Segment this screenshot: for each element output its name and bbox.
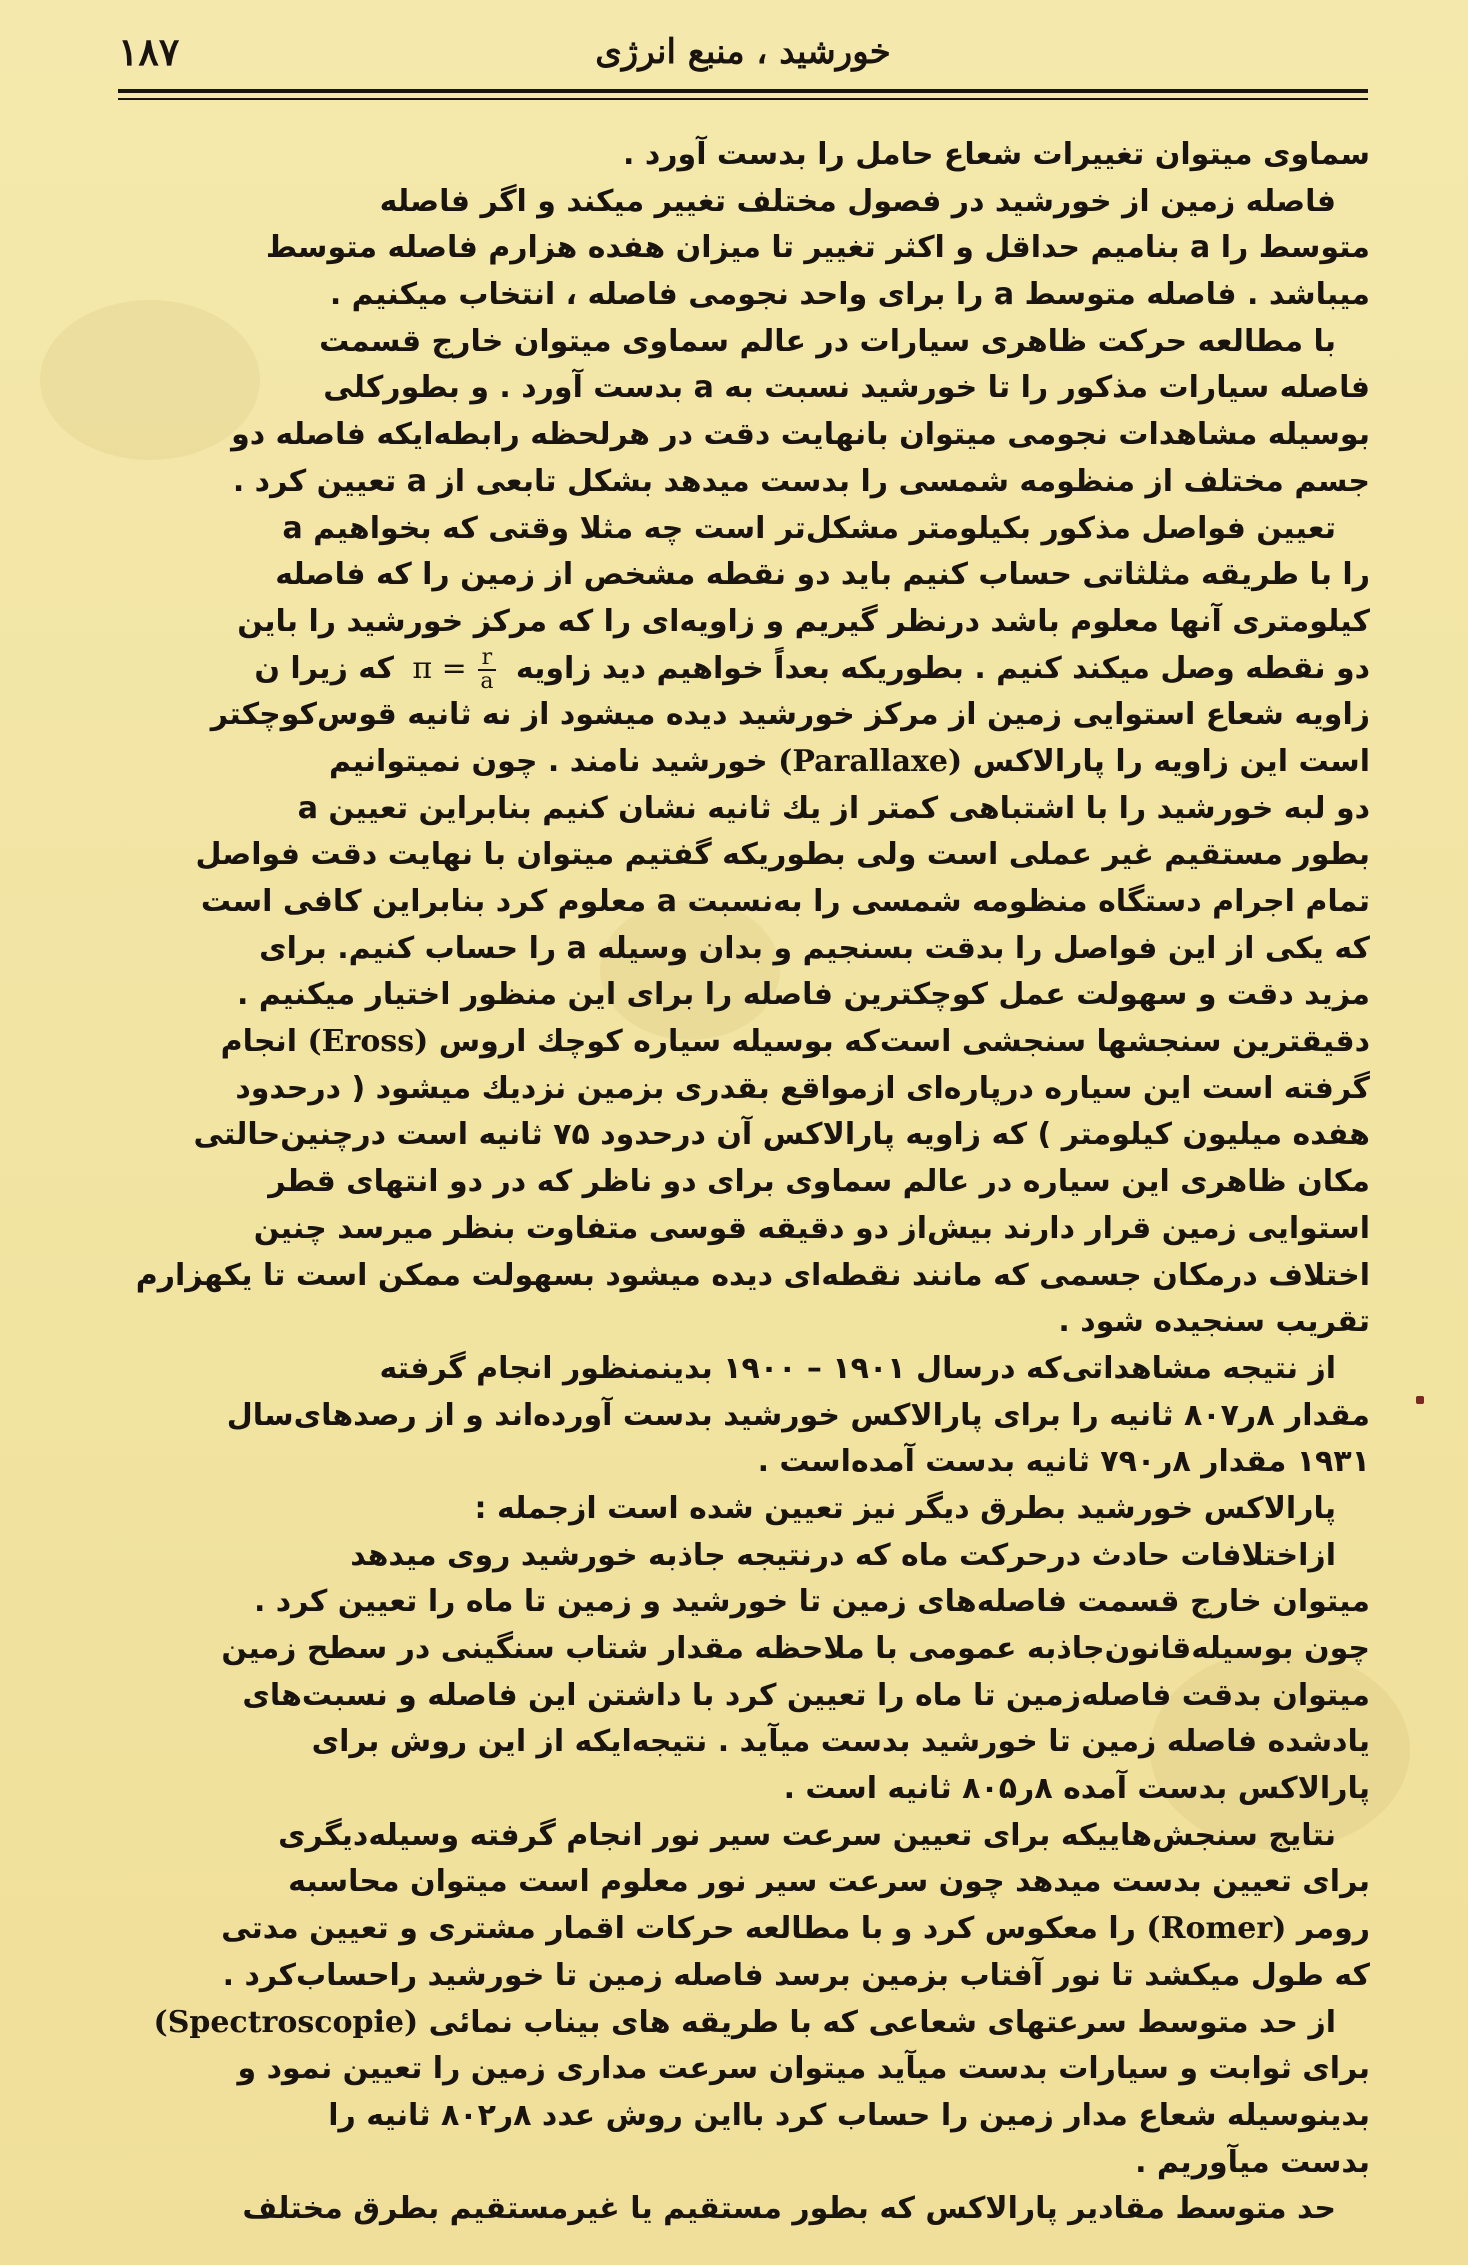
text-line: با مطالعه حرکت ظاهری سیارات در عالم سماوی میتوان خارج قسمت — [319, 323, 1336, 359]
body-text — [130, 132, 1370, 2233]
latin-term: (Romer) — [1146, 1911, 1287, 1947]
running-title: خورشید ، منبع انرژی — [595, 32, 891, 72]
text-line: که یکی از این فواصل را بدقت بسنجیم و بدان وسیله a را حساب کنیم. برای — [259, 930, 1370, 966]
text-line: مزید دقت و سهولت عمل کوچکترین فاصله را برای این منظور اختیار میکنیم . — [237, 977, 1370, 1013]
text-line: یادشده فاصله زمین تا خورشید بدست میآید . نتیجه‌ایکه از این روش برای — [311, 1724, 1370, 1760]
text-line: جسم مختلف از منظومه شمسی را بدست میدهد بشکل تابعی از a تعیین کرد . — [232, 463, 1370, 499]
text-line: بوسیله مشاهدات نجومی میتوان بانهایت دقت در هرلحظه رابطه‌ایکه فاصله دو — [231, 417, 1370, 453]
text-line: فاصله زمین از خورشید در فصول مختلف تغییر میکند و اگر فاصله — [379, 183, 1336, 219]
text-line: بدست میآوریم . — [1135, 2144, 1370, 2180]
text-line: است این زاویه را پارالاکس (Parallaxe) خورشید نامند . چون نمیتوانیم — [329, 743, 1370, 779]
text-line: سماوی میتوان تغییرات شعاع حامل را بدست آورد . — [623, 137, 1370, 172]
text-line: زاویه شعاع استوایی زمین از مرکز خورشید دیده میشود از نه ثانیه قوس‌کوچکتر — [210, 697, 1370, 733]
text-line: که طول میکشد تا نور آفتاب بزمین برسد فاصله زمین تا خورشید راحساب‌کرد . — [222, 1957, 1370, 1993]
text-line: میتوان بدقت فاصله‌زمین تا ماه را تعیین کرد با داشتن این فاصله و نسبت‌های — [242, 1677, 1370, 1713]
text-line: بطور مستقیم غیر عملی است ولی بطوریکه گفتیم میتوان با نهایت دقت فواصل — [195, 837, 1370, 873]
text-line: میتوان خارج قسمت فاصله‌های زمین تا خورشید و زمین تا ماه را تعیین کرد . — [253, 1584, 1370, 1620]
fraction: $\frac{r}{a}$ — [476, 647, 497, 693]
text-line: دقیقترین سنجشها سنجشی است‌که بوسیله سیاره کوچك اروس (Eross) انجام — [220, 1024, 1370, 1060]
text-line: دو لبه خورشید را با اشتباهی کمتر از یك ثانیه نشان کنیم بنابراین تعیین a — [297, 790, 1370, 826]
text-line: تقریب سنجیده شود . — [1058, 1304, 1370, 1340]
text-line: رومر (Romer) را معکوس کرد و با مطالعه حرکات اقمار مشتری و تعیین مدتی — [221, 1911, 1370, 1947]
text-line: برای تعیین بدست میدهد چون سرعت سیر نور معلوم است میتوان محاسبه — [288, 1864, 1370, 1900]
text-line: را با طریقه مثلثاتی حساب کنیم باید دو نقطه مشخص از زمین را که فاصله — [275, 557, 1370, 593]
text-line: ۱۹۳۱ مقدار ۸ر۷۹۰ ثانیه بدست آمده‌است . — [757, 1444, 1370, 1480]
text-line: هفده میلیون کیلومتر ) که زاویه پارالاکس آن درحدود ۷۵ ثانیه است درچنین‌حالتی — [193, 1117, 1370, 1153]
text-line: پارالاکس بدست آمده ۸ر۸۰۵ ثانیه است . — [783, 1771, 1370, 1807]
latin-term: (Parallaxe) — [778, 743, 963, 779]
latin-term: (Eross) — [307, 1024, 429, 1060]
page-number: ۱۸۷ — [118, 29, 180, 74]
margin-mark — [1416, 1396, 1424, 1404]
parallax-formula: π = $\frac{r}{a}$ — [412, 646, 497, 693]
text-line: کیلومتری آنها معلوم باشد درنظر گیریم و زاویه‌ای را که مرکز خورشید را باین — [237, 603, 1370, 639]
text-line: میباشد . فاصله متوسط a را برای واحد نجومی فاصله ، انتخاب میکنیم . — [329, 277, 1370, 313]
text-line: نتایج سنجش‌هاییکه برای تعیین سرعت سیر نور انجام گرفته وسیله‌دیگری — [278, 1817, 1336, 1853]
text-line: اختلاف درمکان جسمی که مانند نقطه‌ای دیده میشود بسهولت ممکن است تا یکهزارم — [135, 1257, 1370, 1293]
text-line: استوایی زمین قرار دارند بیش‌از دو دقیقه قوسی متفاوت بنظر میرسد چنین — [253, 1210, 1370, 1246]
text-line: پارالاکس خورشید بطرق دیگر نیز تعیین شده است ازجمله : — [474, 1490, 1336, 1526]
text-line: بدینوسیله شعاع مدار زمین را حساب کرد بااین روش عدد ۸ر۸۰۲ ثانیه را — [328, 2097, 1370, 2133]
text-line: چون بوسیله‌قانون‌جاذبه عمومی با ملاحظه مقدار شتاب سنگینی در سطح زمین — [221, 1631, 1370, 1666]
header-rule-thin — [118, 98, 1368, 100]
latin-term: (Spectroscopie) — [153, 2004, 419, 2040]
text-line: تعیین فواصل مذکور بکیلومتر مشکل‌تر است چه مثلا وقتی که بخواهیم a — [282, 510, 1336, 546]
text-line: مکان ظاهری این سیاره در عالم سماوی برای دو ناظر که در دو انتهای قطر — [268, 1164, 1370, 1200]
text-line: گرفته است این سیاره درپاره‌ای ازمواقع بقدری بزمین نزدیك میشود ( درحدود — [235, 1070, 1370, 1106]
text-line: برای ثوابت و سیارات بدست میآید میتوان سرعت مداری زمین را تعیین نمود و — [237, 2051, 1370, 2087]
text-line: مقدار ۸ر۸۰۷ ثانیه را برای پارالاکس خورشید بدست آورده‌اند و از رصدهای‌سال — [226, 1397, 1370, 1433]
text-line: متوسط را a بنامیم حداقل و اکثر تغییر تا میزان هفده هزارم فاصله متوسط — [265, 230, 1370, 266]
text-line: فاصله سیارات مذکور را تا خورشید نسبت به a بدست آورد . و بطورکلی — [323, 370, 1370, 406]
text-line: از نتیجه مشاهداتی‌که درسال ۱۹۰۱ – ۱۹۰۰ بدینمنظور انجام گرفته — [379, 1350, 1336, 1386]
text-line: حد متوسط مقادیر پارالاکس که بطور مستقیم یا غیرمستقیم بطرق مختلف — [242, 2191, 1336, 2227]
text-line: تمام اجرام دستگاه منظومه شمسی را به‌نسبت a معلوم کرد بنابراین کافی است — [200, 884, 1370, 919]
header-rule — [118, 89, 1368, 93]
text-line: از حد متوسط سرعتهای شعاعی که با طریقه های بیناب نمائی (Spectroscopie) — [153, 2004, 1336, 2040]
text-line: ازاختلافات حادث درحرکت ماه که درنتیجه جاذبه خورشید روی میدهد — [350, 1537, 1336, 1573]
text-line-formula: دو نقطه وصل میکند کنیم . بطوریکه بعداً خواهیم دید زاویه π = $\frac{r}{a}$ که زیرا ن — [254, 645, 1370, 693]
page-header — [118, 22, 1368, 82]
